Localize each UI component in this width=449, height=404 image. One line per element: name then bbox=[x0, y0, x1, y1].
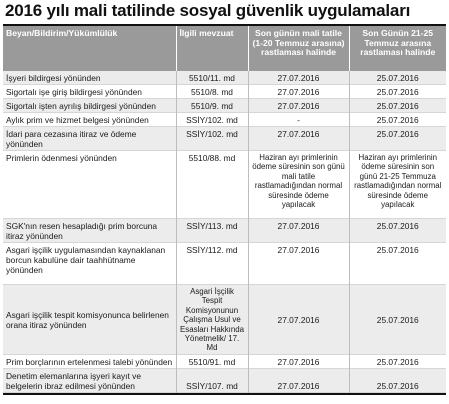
row-obligation: İşyeri bildirgesi yönünden bbox=[3, 71, 176, 85]
row-date-2: 25.07.2016 bbox=[349, 71, 446, 85]
row-legislation: 5510/88. md bbox=[176, 151, 248, 219]
table-row bbox=[3, 127, 446, 151]
row-date-1: Haziran ayı primlerinin ödeme süresinin son günü mali tatile rastlamadığından normal süresinde ödeme yapılacak bbox=[248, 151, 349, 219]
row-legislation: 5510/9. md bbox=[176, 99, 248, 113]
row-legislation: SSİY/113. md bbox=[176, 219, 248, 243]
row-date-1: 27.07.2016 bbox=[248, 85, 349, 99]
row-obligation: Sigortalı işe giriş bildirgesi yönünden bbox=[3, 85, 176, 99]
row-obligation: Asgari işçilik tespit komisyonunca belirlenen orana itiraz yönünden bbox=[3, 285, 176, 355]
row-date-1: 27.07.2016 bbox=[248, 368, 349, 392]
row-obligation: Sigortalı işten ayrılış bildirgesi yönünden bbox=[3, 99, 176, 113]
row-obligation: Primlerin ödenmesi yönünden bbox=[3, 151, 176, 219]
row-date-2: 25.07.2016 bbox=[349, 99, 446, 113]
row-date-1: 27.07.2016 bbox=[248, 99, 349, 113]
row-date-2: Haziran ayı primlerinin ödeme süresinin son günü 21-25 Temmuza rastlamadığından normal süresinde ödeme yapılacak bbox=[349, 151, 446, 219]
table-row bbox=[3, 219, 446, 243]
header-row bbox=[3, 26, 446, 71]
row-date-2: 25.07.2016 bbox=[349, 127, 446, 151]
row-date-2: 25.07.2016 bbox=[349, 85, 446, 99]
row-date-1: 27.07.2016 bbox=[248, 285, 349, 355]
row-legislation: SSİY/102. md bbox=[176, 127, 248, 151]
row-legislation: 5510/91. md bbox=[176, 354, 248, 368]
header-legislation: İlgili mevzuat bbox=[176, 26, 248, 71]
row-date-2: 25.07.2016 bbox=[349, 219, 446, 243]
row-legislation: SSİY/112. md bbox=[176, 243, 248, 285]
row-date-2: 25.07.2016 bbox=[349, 368, 446, 392]
regulations-table bbox=[3, 26, 446, 393]
row-obligation: Prim borçlarının ertelenmesi talebi yönünden bbox=[3, 354, 176, 368]
header-deadline-july-21-25: Son Günün 21-25 Temmuz arasına rastlaması halinde bbox=[349, 26, 446, 71]
row-legislation: SSİY/102. md bbox=[176, 113, 248, 127]
row-date-1: - bbox=[248, 113, 349, 127]
bottom-rule bbox=[3, 393, 446, 395]
row-obligation: Denetim elemanlarına işyeri kayıt ve belgelerin ibraz edilmesi yönünden bbox=[3, 368, 176, 392]
header-deadline-july-1-20: Son günün mali tatile (1-20 Temmuz arasına) rastlaması halinde bbox=[248, 26, 349, 71]
row-legislation: Asgari İşçilik Tespit Komisyonunun Çalışma Usul ve Esasları Hakkında Yönetmelik/ 17. Md bbox=[176, 285, 248, 355]
row-date-2: 25.07.2016 bbox=[349, 354, 446, 368]
row-date-1: 27.07.2016 bbox=[248, 354, 349, 368]
table-row bbox=[3, 151, 446, 219]
table-body bbox=[3, 71, 446, 392]
row-date-1: 27.07.2016 bbox=[248, 243, 349, 285]
table-row bbox=[3, 113, 446, 127]
row-date-1: 27.07.2016 bbox=[248, 71, 349, 85]
row-date-2: 25.07.2016 bbox=[349, 285, 446, 355]
table-row bbox=[3, 243, 446, 285]
table-row bbox=[3, 99, 446, 113]
header-obligation: Beyan/Bildirim/Yükümlülük bbox=[3, 26, 176, 71]
row-legislation: SSİY/107. md bbox=[176, 368, 248, 392]
row-date-1: 27.07.2016 bbox=[248, 127, 349, 151]
row-obligation: SGK'nın resen hesapladığı prim borcuna itiraz yönünden bbox=[3, 219, 176, 243]
table-row bbox=[3, 354, 446, 368]
table-row bbox=[3, 368, 446, 392]
table-row bbox=[3, 71, 446, 85]
table-row bbox=[3, 85, 446, 99]
row-obligation: Aylık prim ve hizmet belgesi yönünden bbox=[3, 113, 176, 127]
table-header bbox=[3, 26, 446, 71]
document-title: 2016 yılı mali tatilinde sosyal güvenlik uygulamaları bbox=[5, 1, 411, 20]
row-legislation: 5510/11. md bbox=[176, 71, 248, 85]
row-date-1: 27.07.2016 bbox=[248, 219, 349, 243]
row-obligation: İdari para cezasına itiraz ve ödeme yönünden bbox=[3, 127, 176, 151]
row-date-2: 25.07.2016 bbox=[349, 113, 446, 127]
row-obligation: Asgari işçilik uygulamasından kaynaklanan borcun kabulüne dair taahhütname yönünden bbox=[3, 243, 176, 285]
row-date-2: 25.07.2016 bbox=[349, 243, 446, 285]
table-row bbox=[3, 285, 446, 355]
row-legislation: 5510/8. md bbox=[176, 85, 248, 99]
